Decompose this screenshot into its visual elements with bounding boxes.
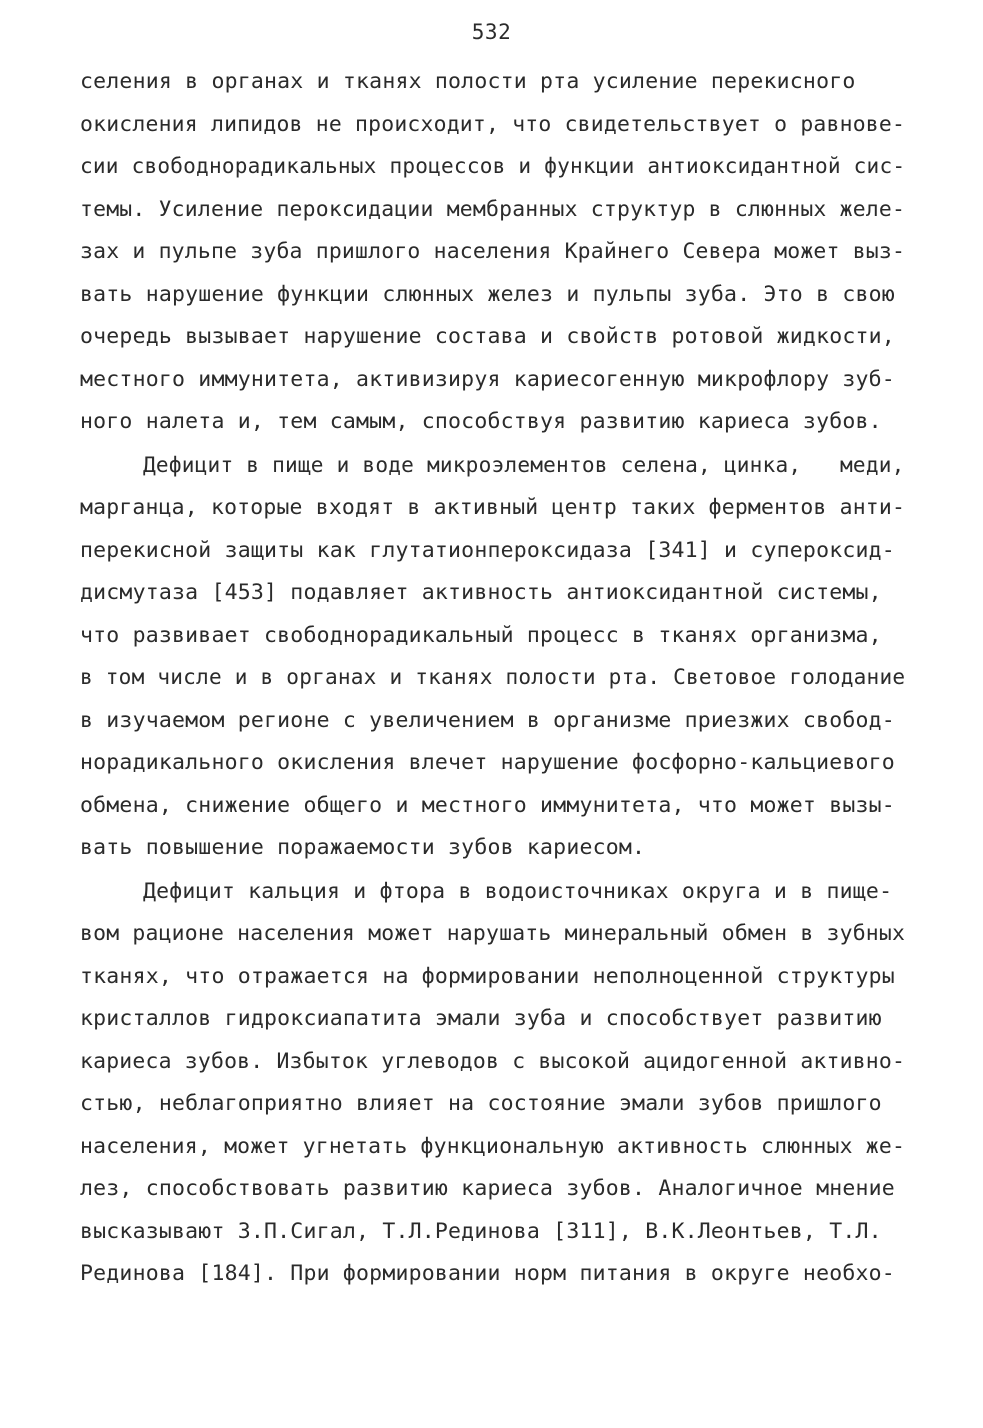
- text-line: дисмутаза [453] подавляет активность антиоксидантной системы,: [80, 580, 882, 605]
- page-number: 532: [471, 20, 512, 44]
- text-line: темы. Усиление пероксидации мембранных структур в слюнных желе-: [80, 197, 906, 222]
- text-line: Дефицит кальция и фтора в водоисточниках округа и в пище-: [143, 879, 893, 904]
- text-line: очередь вызывает нарушение состава и свойств ротовой жидкости,: [80, 324, 895, 349]
- text-line: сии свободнорадикальных процессов и функции антиоксидантной сис-: [80, 154, 906, 179]
- text-line: в изучаемом регионе с увеличением в организме приезжих свобод-: [80, 708, 895, 733]
- text-line: селения в органах и тканях полости рта усиление перекисного: [80, 69, 856, 94]
- text-line: вать повышение поражаемости зубов кариесом.: [80, 835, 646, 860]
- text-line: Дефицит в пище и воде микроэлементов селена, цинка, меди,: [143, 453, 905, 478]
- text-line: кариеса зубов. Избыток углеводов с высокой ацидогенной активно-: [80, 1049, 906, 1074]
- text-line: вать нарушение функции слюнных желез и пульпы зуба. Это в свою: [80, 282, 895, 307]
- text-line: норадикального окисления влечет нарушение фосфорно-кальциевого: [80, 750, 895, 775]
- text-line: обмена, снижение общего и местного иммунитета, что может вызы-: [80, 793, 895, 818]
- text-line: что развивает свободнорадикальный процесс в тканях организма,: [80, 623, 882, 648]
- text-line: стью, неблагоприятно влияет на состояние эмали зубов пришлого: [80, 1091, 882, 1116]
- text-line: марганца, которые входят в активный центр таких ферментов анти-: [80, 495, 906, 520]
- text-line: кристаллов гидроксиапатита эмали зуба и способствует развитию: [80, 1006, 882, 1031]
- text-line: Рединова [184]. При формировании норм питания в округе необхо-: [80, 1261, 895, 1286]
- text-line: тканях, что отражается на формировании неполноценной структуры: [80, 964, 895, 989]
- text-line: местного иммунитета, активизируя кариесогенную микрофлору зуб-: [80, 367, 895, 392]
- text-line: в том числе и в органах и тканях полости рта. Световое голодание: [80, 665, 906, 690]
- text-line: лез, способствовать развитию кариеса зубов. Аналогичное мнение: [80, 1176, 895, 1201]
- text-line: высказывают З.П.Сигал, Т.Л.Рединова [311], В.К.Леонтьев, Т.Л.: [80, 1219, 882, 1244]
- text-line: перекисной защиты как глутатионпероксидаза [341] и супероксид-: [80, 538, 895, 563]
- text-line: населения, может угнетать функциональную активность слюнных же-: [80, 1134, 906, 1159]
- text-line: зах и пульпе зуба пришлого населения Крайнего Севера может выз-: [80, 239, 906, 264]
- text-line: вом рационе населения может нарушать минеральный обмен в зубных: [80, 921, 906, 946]
- text-line: окисления липидов не происходит, что свидетельствует о равнове-: [80, 112, 906, 137]
- text-line: ного налета и, тем самым, способствуя развитию кариеса зубов.: [80, 409, 882, 434]
